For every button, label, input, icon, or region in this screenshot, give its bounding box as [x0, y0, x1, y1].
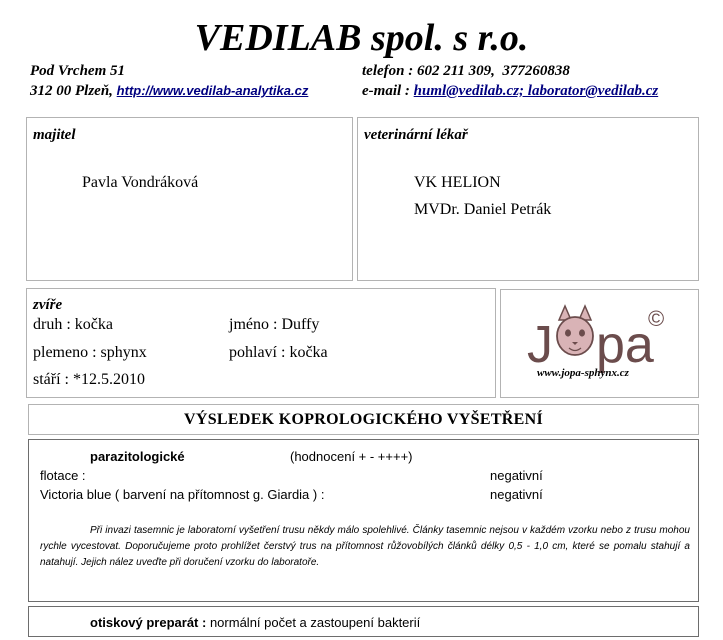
vet-label: veterinární lékař — [364, 127, 468, 143]
vet-box — [357, 117, 699, 281]
logo-url: www.jopa-sphynx.cz — [537, 367, 629, 379]
imprint-line — [90, 615, 420, 630]
cat-face-icon — [557, 306, 593, 355]
logo-box — [500, 289, 699, 398]
vet-doctor: MVDr. Daniel Petrák — [414, 201, 552, 218]
result-title: VÝSLEDEK KOPROLOGICKÉHO VYŠETŘENÍ — [183, 411, 543, 428]
imprint-value: normální počet a zastoupení bakterií — [209, 615, 421, 630]
lab-web-link[interactable]: http://www.vedilab-analytika.cz — [116, 83, 309, 98]
vet-clinic: VK HELION — [414, 174, 501, 191]
email-label: e-mail : — [362, 83, 410, 99]
jopa-logo — [501, 290, 700, 399]
owner-name: Pavla Vondráková — [82, 174, 199, 191]
test-name-flotace: flotace : — [40, 468, 86, 483]
animal-sex: pohlaví : kočka — [229, 344, 328, 361]
animal-name: jméno : Duffy — [229, 316, 320, 333]
animal-breed: plemeno : sphynx — [33, 344, 147, 361]
parasitology-box — [28, 439, 699, 602]
test-name-victoria-blue: Victoria blue ( barvení na přítomnost g. Giardia ) : — [40, 487, 325, 502]
imprint-box — [28, 606, 699, 637]
owner-label: majitel — [33, 127, 76, 143]
animal-label: zvíře — [33, 297, 63, 313]
lab-street: Pod Vrchem 51 — [30, 63, 126, 79]
lab-phone-line — [362, 63, 570, 80]
phone-number: 602 211 309, 377260838 — [416, 63, 570, 79]
animal-box — [26, 288, 496, 398]
tapeworm-note: Při invazi tasemnic je laboratorní vyšetření trusu někdy málo spolehlivé. Články tasemnic nejsou v každém vzorku nebo z trusu mohou rychle vycestovat. Doporučujeme proto prohlížet čerstvý trus na přítomnost růžovobílých článků délky 0,5 - 1,0 cm, které se pomalu stahují a natahují. Jejich nález uveďte při doručení vzorku do laboratoře. — [40, 525, 690, 568]
parasitology-scale: (hodnocení + - ++++) — [290, 449, 413, 464]
parasitology-heading: parazitologické — [90, 449, 185, 464]
logo-letters-pa: pa — [596, 316, 654, 374]
email-link[interactable]: huml@vedilab.cz; laborator@vedilab.cz — [413, 83, 659, 99]
phone-label: telefon : — [362, 63, 414, 79]
lab-name: VEDILAB spol. s r.o. — [194, 17, 529, 59]
lab-address-line — [30, 83, 308, 100]
imprint-label: otiskový preparát : — [90, 615, 207, 630]
animal-species: druh : kočka — [33, 316, 113, 333]
animal-age: stáří : *12.5.2010 — [33, 371, 145, 388]
owner-box — [26, 117, 353, 281]
test-value-victoria-blue: negativní — [490, 487, 543, 502]
lab-email-line — [362, 83, 658, 100]
copyright-icon: © — [648, 306, 665, 331]
lab-city: 312 00 Plzeň, — [30, 83, 113, 99]
test-value-flotace: negativní — [490, 468, 543, 483]
logo-letter-j: J — [527, 316, 553, 374]
result-title-box — [28, 404, 699, 435]
